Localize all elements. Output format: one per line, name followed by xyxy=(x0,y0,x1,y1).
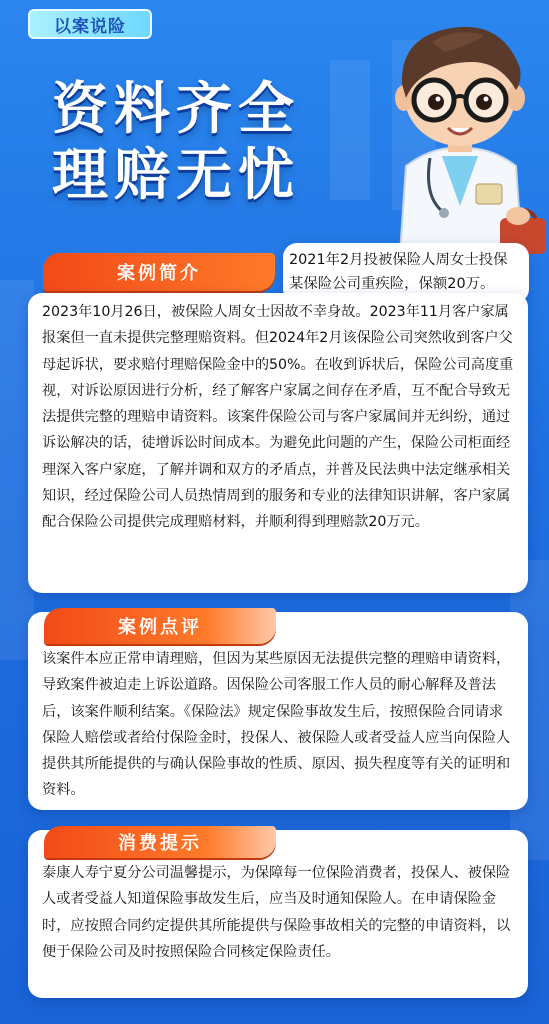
intro-card xyxy=(28,293,528,593)
review-body-text: 该案件本应正常申请理赔，但因为某些原因无法提供完整的理赔申请资料，导致案件被迫走上诉讼道路。因保险公司客服工作人员的耐心解释及普法后，该案件顺利结案。《保险法》规定保险事故发生后，按照保险合同请求保险人赔偿或者给付保险金时，投保人、被保险人或者受益人应当向保险人提供其所能提供的与确认保险事故的性质、原因、损失程度等有关的证明和资料。 xyxy=(42,651,511,799)
tips-section-heading: 消费提示 xyxy=(44,826,276,858)
tips-body-text: 泰康人寿宁夏分公司温馨提示，为保障每一位保险消费者，投保人、被保险人或者受益人知道保险事故发生后，应当及时通知保险人。在申请保险金时，应按照合同约定提供其所能提供与保险事故相关的完整的申请资料，以便于保险公司及时按照保险合同核定保险责任。 xyxy=(42,865,511,960)
hero-title-line2: 理赔无忧 xyxy=(52,143,300,208)
intro-summary-text: 2021年2月投被保险人周女士投保某保险公司重疾险，保额20万。 xyxy=(289,252,508,292)
hero-title-line1: 资料齐全 xyxy=(52,77,300,142)
category-tag: 以案说险 xyxy=(28,9,152,39)
review-section-heading: 案例点评 xyxy=(44,608,276,644)
doctor-mascot-illustration xyxy=(372,6,549,254)
intro-section-heading: 案例简介 xyxy=(43,253,275,291)
intro-body-text: 2023年10月26日，被保险人周女士因故不幸身故。2023年11月客户家属报案但一直未提供完整理赔资料。但2024年2月该保险公司突然收到客户父母起诉状，要求赔付理赔保险金中的50%。在收到诉状后，保险公司高度重视，对诉讼原因进行分析，经了解客户家属之间存在矛盾，互不配合导致无法提供完整的理赔申请资料。该案件保险公司与客户家属间并无纠纷，通过诉讼解决的话，徒增诉讼时间成本。为避免此问题的产生，保险公司柜面经理深入客户家庭，了解并调和双方的矛盾点，并普及民法典中法定继承相关知识，经过保险公司人员热情周到的服务和专业的法律知识讲解，客户家属配合保险公司提供完成理赔材料，并顺利得到理赔款20万元。 xyxy=(42,304,514,531)
